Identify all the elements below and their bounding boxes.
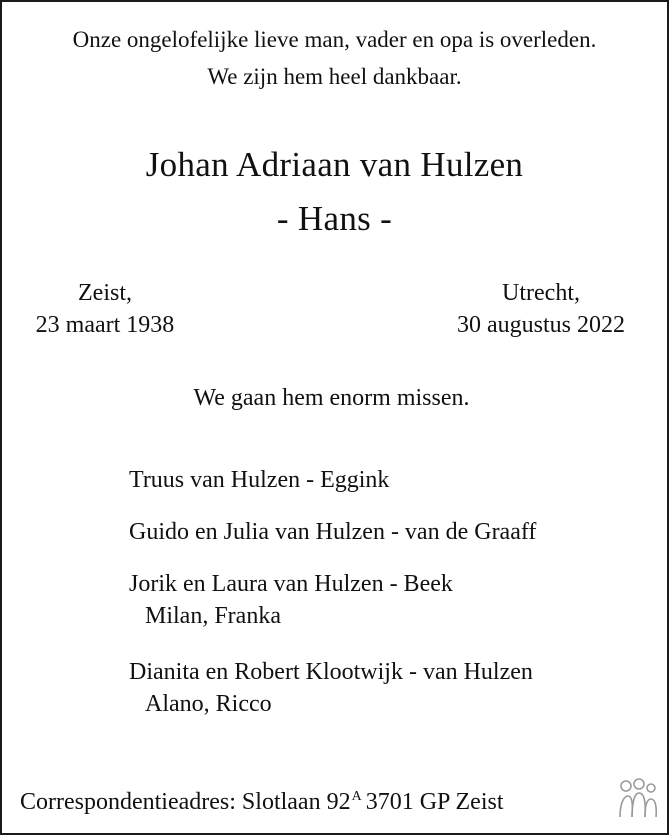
correspondence-address xyxy=(20,781,504,818)
address-rest: 3701 GP Zeist xyxy=(365,789,504,815)
birth-date: 23 maart 1938 xyxy=(35,312,175,338)
family-line: Dianita en Robert Klootwijk - van Hulzen xyxy=(129,659,533,685)
death-date: 30 augustus 2022 xyxy=(457,312,625,338)
family-line: Jorik en Laura van Hulzen - Beek xyxy=(129,571,453,597)
family-member-2 xyxy=(129,516,536,548)
closing-line: We gaan hem enorm missen. xyxy=(193,385,470,411)
family-member-3 xyxy=(129,568,453,632)
family-line: Truus van Hulzen - Eggink xyxy=(129,467,390,493)
family-figures-icon xyxy=(617,777,659,819)
family-children: Alano, Ricco xyxy=(145,691,272,717)
family-children: Milan, Franka xyxy=(145,603,281,629)
address-superscript: A xyxy=(351,789,362,804)
intro-line-1: Onze ongelofelijke lieve man, vader en opa is overleden. xyxy=(72,27,597,52)
family-member-4 xyxy=(129,656,533,720)
deceased-name: Johan Adriaan van Hulzen xyxy=(145,145,524,184)
birth-block xyxy=(20,277,190,341)
family-member-1 xyxy=(129,464,389,496)
death-block xyxy=(434,277,648,341)
intro-line-2: We zijn hem heel dankbaar. xyxy=(207,64,462,89)
death-place: Utrecht, xyxy=(502,280,580,306)
birth-place: Zeist, xyxy=(78,280,132,306)
address-label: Correspondentieadres: Slotlaan 92 xyxy=(20,789,351,815)
deceased-nickname: - Hans - xyxy=(276,199,393,238)
family-line: Guido en Julia van Hulzen - van de Graaff xyxy=(129,519,537,545)
